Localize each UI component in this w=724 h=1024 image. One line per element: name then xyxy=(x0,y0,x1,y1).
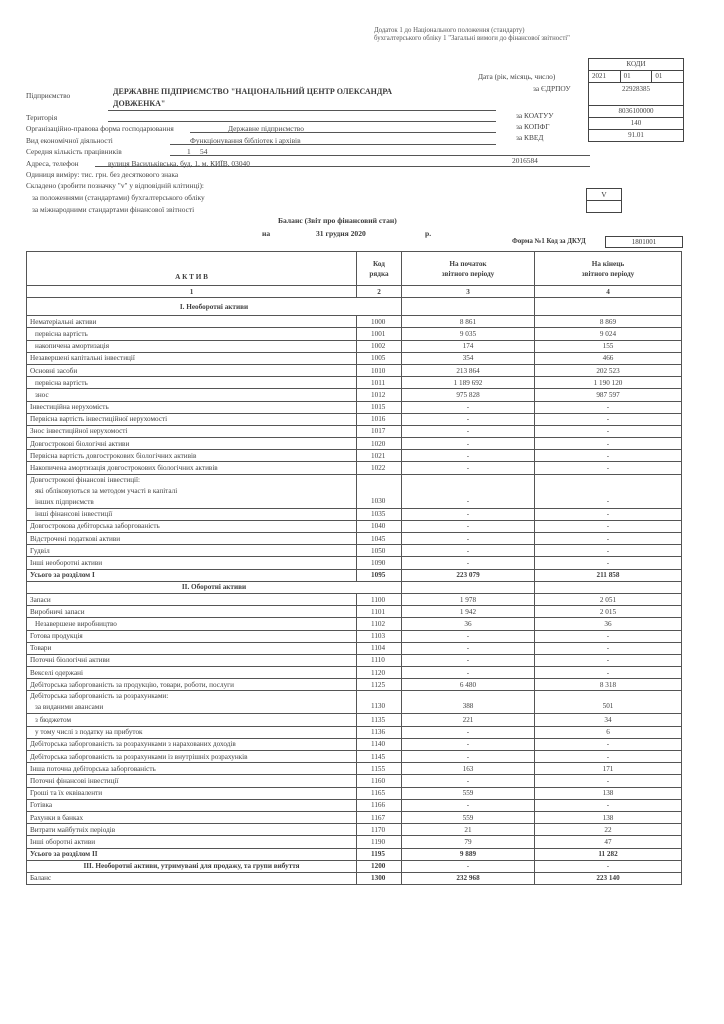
row-value-start: 223 079 xyxy=(402,569,535,581)
row-value-start: - xyxy=(402,508,535,520)
row-value-start: 1 942 xyxy=(402,606,535,618)
row-code: 1300 xyxy=(357,872,402,884)
total-row xyxy=(27,848,682,860)
row-value-start: 221 xyxy=(402,714,535,726)
row-value-start: 388 xyxy=(402,691,535,714)
row-label: Готівка xyxy=(27,799,357,811)
row-value-end: - xyxy=(535,520,682,532)
table-row xyxy=(27,401,682,413)
row-code: 1135 xyxy=(357,714,402,726)
header-end xyxy=(535,252,682,286)
activity-value: Функціонування бібліотек і архівів xyxy=(190,136,301,145)
legal-form-label: Організаційно-правова форма господарювання xyxy=(26,124,174,133)
row-label: Баланс xyxy=(27,872,357,884)
date-month: 01 xyxy=(620,71,652,82)
report-title: Баланс (Звіт про фінансовий стан) xyxy=(278,216,397,225)
row-value-start: - xyxy=(402,667,535,679)
kved-label: за КВЕД xyxy=(516,133,544,142)
table-header-row xyxy=(27,252,682,286)
table-row xyxy=(27,726,682,738)
row-value-start: - xyxy=(402,775,535,787)
row-value-end: - xyxy=(535,738,682,750)
codes-title: КОДИ xyxy=(626,60,646,68)
row-label: Інші оборотні активи xyxy=(27,836,357,848)
row-value-end: - xyxy=(535,438,682,450)
kved-value: 91.01 xyxy=(589,129,683,141)
row-label: Гроші та їх еквіваленти xyxy=(27,787,357,799)
row-value-start: 36 xyxy=(402,618,535,630)
row-value-start: 559 xyxy=(402,811,535,823)
row-value-end: 9 024 xyxy=(535,328,682,340)
row-code: 1100 xyxy=(357,593,402,605)
address-label: Адреса, телефон xyxy=(26,159,79,168)
compiled-option-nsbu: за положеннями (стандартами) бухгалтерського обліку xyxy=(32,193,205,202)
row-code: 1120 xyxy=(357,667,402,679)
table-row xyxy=(27,811,682,823)
row-value-end: - xyxy=(535,450,682,462)
row-value-start: 8 861 xyxy=(402,316,535,328)
row-code: 1095 xyxy=(357,569,402,581)
row-label: Готова продукція xyxy=(27,630,357,642)
row-label: інші фінансові інвестиції xyxy=(27,508,357,520)
col-number-3: 3 xyxy=(402,286,535,298)
row-label: Знос інвестиційної нерухомості xyxy=(27,425,357,437)
row-value-start: 1 978 xyxy=(402,593,535,605)
row-value-start: 174 xyxy=(402,340,535,352)
table-row xyxy=(27,377,682,389)
col-number-2: 2 xyxy=(357,286,402,298)
header-start xyxy=(402,252,535,286)
row-code: 1102 xyxy=(357,618,402,630)
row-value-end: 6 xyxy=(535,726,682,738)
row-code: 1190 xyxy=(357,836,402,848)
row-label: Довгострокові біологічні активи xyxy=(27,438,357,450)
table-row xyxy=(27,340,682,352)
row-label: Виробничі запаси xyxy=(27,606,357,618)
row-code: 1022 xyxy=(357,462,402,474)
row-label: Відстрочені податкові активи xyxy=(27,533,357,545)
annex-note-line2: бухгалтерського обліку 1 "Загальні вимоги до фінансової звітності" xyxy=(374,35,570,42)
row-value-end: - xyxy=(535,775,682,787)
row-value-end: 8 869 xyxy=(535,316,682,328)
column-number-row xyxy=(27,286,682,298)
row-value-end: - xyxy=(535,508,682,520)
row-label: Первісна вартість інвестиційної нерухомості xyxy=(27,413,357,425)
row-code: 1170 xyxy=(357,824,402,836)
row-value-start: 213 864 xyxy=(402,364,535,376)
table-row xyxy=(27,352,682,364)
table-row xyxy=(27,618,682,630)
table-row xyxy=(27,679,682,691)
edrpou-label: за ЄДРПОУ xyxy=(533,84,571,93)
row-label-line1: Довгострокові фінансові інвестиції: xyxy=(30,475,141,484)
row-label: Інша поточна дебіторська заборгованість xyxy=(27,763,357,775)
section-title: I. Необоротні активи xyxy=(27,298,402,316)
row-value-end: 36 xyxy=(535,618,682,630)
row-label: III. Необоротні активи, утримувані для продажу, та групи вибуття xyxy=(27,860,357,872)
row-value-start: 163 xyxy=(402,763,535,775)
section-empty-cell xyxy=(535,298,682,316)
table-row xyxy=(27,606,682,618)
row-value-start: 79 xyxy=(402,836,535,848)
header-start-line1: На початок xyxy=(449,259,487,268)
row-code: 1165 xyxy=(357,787,402,799)
date-day: 01 xyxy=(651,71,683,82)
row-code: 1017 xyxy=(357,425,402,437)
row-label: Первісна вартість довгострокових біологічних активів xyxy=(27,450,357,462)
header-end-line1: На кінець xyxy=(591,259,625,268)
staff-prefix: 1 xyxy=(187,147,191,156)
row-label xyxy=(27,691,357,714)
balance-table xyxy=(26,251,682,885)
row-label: Дебіторська заборгованість за продукцію, товари, роботи, послуги xyxy=(27,679,357,691)
row-value-end: - xyxy=(535,799,682,811)
row-value-end: - xyxy=(535,474,682,508)
row-label: Гудвіл xyxy=(27,545,357,557)
row-value-end: 22 xyxy=(535,824,682,836)
compiled-option-ifrs: за міжнародними стандартами фінансової звітності xyxy=(32,205,195,214)
table-row xyxy=(27,328,682,340)
row-code: 1136 xyxy=(357,726,402,738)
row-value-start: - xyxy=(402,462,535,474)
row-label: Інвестиційна нерухомість xyxy=(27,401,357,413)
table-row xyxy=(27,775,682,787)
row-code: 1160 xyxy=(357,775,402,787)
row-value-end: - xyxy=(535,654,682,666)
row-code: 1001 xyxy=(357,328,402,340)
row-value-end: 171 xyxy=(535,763,682,775)
row-label: Незавершене виробництво xyxy=(27,618,357,630)
table-row xyxy=(27,630,682,642)
legal-form-value: Державне підприємство xyxy=(228,124,304,133)
row-label xyxy=(27,474,357,508)
date-row xyxy=(589,70,683,82)
row-code: 1050 xyxy=(357,545,402,557)
table-row xyxy=(27,667,682,679)
table-row xyxy=(27,520,682,532)
row-value-end: 2 051 xyxy=(535,593,682,605)
table-row xyxy=(27,450,682,462)
row-code: 1103 xyxy=(357,630,402,642)
row-value-start: 6 480 xyxy=(402,679,535,691)
territory-label: Територія xyxy=(26,113,58,122)
row-value-end: 1 190 120 xyxy=(535,377,682,389)
row-value-end: 34 xyxy=(535,714,682,726)
row-code: 1195 xyxy=(357,848,402,860)
enterprise-name-line1: ДЕРЖАВНЕ ПІДПРИЄМСТВО "НАЦІОНАЛЬНИЙ ЦЕНТР ОЛЕКСАНДРА xyxy=(113,87,393,96)
kopfg-value: 140 xyxy=(589,117,683,129)
row-code: 1166 xyxy=(357,799,402,811)
row-label-line1: Дебіторська заборгованість за розрахунками: xyxy=(30,692,169,701)
row-value-start: - xyxy=(402,545,535,557)
table-row xyxy=(27,738,682,750)
table-row xyxy=(27,533,682,545)
row-value-end: 987 597 xyxy=(535,389,682,401)
row-value-end: - xyxy=(535,413,682,425)
col-number-1: 1 xyxy=(27,286,357,298)
row-code: 1021 xyxy=(357,450,402,462)
row-label: накопичена амортизація xyxy=(27,340,357,352)
table-row xyxy=(27,364,682,376)
table-row xyxy=(27,593,682,605)
row-value-start: - xyxy=(402,738,535,750)
row-value-start: - xyxy=(402,520,535,532)
table-row xyxy=(27,654,682,666)
row-value-start: 9 035 xyxy=(402,328,535,340)
row-code: 1090 xyxy=(357,557,402,569)
row-value-start: - xyxy=(402,799,535,811)
row-value-end: 223 140 xyxy=(535,872,682,884)
row-code: 1005 xyxy=(357,352,402,364)
row-value-start: 9 889 xyxy=(402,848,535,860)
row-value-start: - xyxy=(402,654,535,666)
section-empty-cell xyxy=(402,581,535,593)
row-code: 1125 xyxy=(357,679,402,691)
row-value-end: - xyxy=(535,545,682,557)
report-date: 31 грудня 2020 xyxy=(316,229,366,238)
row-code: 1015 xyxy=(357,401,402,413)
row-value-end: - xyxy=(535,667,682,679)
row-label-line3: інших підприємств xyxy=(35,497,94,506)
row-label: Накопичена амортизація довгострокових біологічних активів xyxy=(27,462,357,474)
row-code: 1040 xyxy=(357,520,402,532)
table-row xyxy=(27,545,682,557)
staff-label: Середня кількість працівників xyxy=(26,147,122,156)
row-code: 1010 xyxy=(357,364,402,376)
row-value-end: - xyxy=(535,860,682,872)
section-header-row xyxy=(27,581,682,593)
row-code: 1035 xyxy=(357,508,402,520)
row-value-end: - xyxy=(535,630,682,642)
table-row xyxy=(27,438,682,450)
row-code: 1030 xyxy=(357,474,402,508)
table-row xyxy=(27,316,682,328)
row-value-end: 138 xyxy=(535,787,682,799)
phone-value: 2016584 xyxy=(512,156,538,165)
table-row xyxy=(27,836,682,848)
compiled-label: Складено (зробити позначку "v" у відповідній клітинці): xyxy=(26,181,204,190)
row-label-line2: за виданими авансами xyxy=(35,703,104,712)
compiled-checkbox-ifrs[interactable] xyxy=(587,200,621,212)
table-row xyxy=(27,389,682,401)
row-value-start: - xyxy=(402,860,535,872)
table-row xyxy=(27,860,682,872)
header-code xyxy=(357,252,402,286)
annex-note xyxy=(374,27,674,43)
row-label: Векселі одержані xyxy=(27,667,357,679)
row-code: 1110 xyxy=(357,654,402,666)
row-label: Незавершені капітальні інвестиції xyxy=(27,352,357,364)
address-value: вулиця Васильківська, буд. 1, м. КИЇВ, 03040 xyxy=(108,159,250,168)
date-label: Дата (рік, місяць, число) xyxy=(478,72,556,81)
row-value-start: - xyxy=(402,413,535,425)
row-code: 1104 xyxy=(357,642,402,654)
row-code: 1130 xyxy=(357,691,402,714)
row-label: Нематеріальні активи xyxy=(27,316,357,328)
table-row xyxy=(27,508,682,520)
table-row xyxy=(27,763,682,775)
row-value-end: - xyxy=(535,425,682,437)
row-value-start: - xyxy=(402,438,535,450)
table-row xyxy=(27,425,682,437)
report-year-suffix: р. xyxy=(425,229,432,238)
row-value-end: - xyxy=(535,642,682,654)
kopfg-label: за КОПФГ xyxy=(516,122,550,131)
row-value-end: - xyxy=(535,462,682,474)
header-end-line2: звітного періоду xyxy=(581,269,635,278)
table-row xyxy=(27,642,682,654)
row-value-end: 47 xyxy=(535,836,682,848)
row-label: Запаси xyxy=(27,593,357,605)
row-label: Основні засоби xyxy=(27,364,357,376)
total-row xyxy=(27,569,682,581)
row-value-end: 8 318 xyxy=(535,679,682,691)
section-empty-cell xyxy=(402,298,535,316)
row-value-start: - xyxy=(402,401,535,413)
row-value-end: 211 858 xyxy=(535,569,682,581)
row-value-start: - xyxy=(402,726,535,738)
header-start-line2: звітного періоду xyxy=(441,269,495,278)
row-value-end: 11 282 xyxy=(535,848,682,860)
row-label: Усього за розділом I xyxy=(27,569,357,581)
header-code-line1: Код xyxy=(373,259,385,268)
table-row xyxy=(27,691,682,714)
row-code: 1140 xyxy=(357,738,402,750)
edrpou-value: 22928385 xyxy=(589,82,683,105)
row-code: 1000 xyxy=(357,316,402,328)
row-value-end: 2 015 xyxy=(535,606,682,618)
row-label: Поточні біологічні активи xyxy=(27,654,357,666)
table-row xyxy=(27,787,682,799)
staff-value: 54 xyxy=(200,147,208,156)
row-label: Усього за розділом II xyxy=(27,848,357,860)
header-asset: А К Т И В xyxy=(27,252,357,286)
row-label: первісна вартість xyxy=(27,377,357,389)
row-value-start: - xyxy=(402,474,535,508)
row-value-start: 232 968 xyxy=(402,872,535,884)
row-value-end: 155 xyxy=(535,340,682,352)
table-row xyxy=(27,557,682,569)
row-code: 1002 xyxy=(357,340,402,352)
row-value-end: 202 523 xyxy=(535,364,682,376)
row-value-end: - xyxy=(535,557,682,569)
row-code: 1145 xyxy=(357,751,402,763)
table-row xyxy=(27,799,682,811)
row-value-end: - xyxy=(535,401,682,413)
row-code: 1016 xyxy=(357,413,402,425)
row-code: 1101 xyxy=(357,606,402,618)
row-label: Товари xyxy=(27,642,357,654)
row-value-start: - xyxy=(402,425,535,437)
row-value-start: - xyxy=(402,450,535,462)
row-label: знос xyxy=(27,389,357,401)
row-value-end: - xyxy=(535,533,682,545)
section-title: II. Оборотні активи xyxy=(27,581,402,593)
row-value-end: - xyxy=(535,751,682,763)
date-year: 2021 xyxy=(592,72,606,80)
row-value-start: - xyxy=(402,533,535,545)
table-row xyxy=(27,462,682,474)
codes-box xyxy=(588,58,684,142)
row-value-end: 138 xyxy=(535,811,682,823)
enterprise-label: Підприємство xyxy=(26,91,71,100)
row-value-start: 1 189 692 xyxy=(402,377,535,389)
row-value-start: 975 828 xyxy=(402,389,535,401)
row-label: з бюджетом xyxy=(27,714,357,726)
row-label: у тому числі з податку на прибуток xyxy=(27,726,357,738)
row-label: Витрати майбутніх періодів xyxy=(27,824,357,836)
compiled-checkbox-nsbu[interactable]: V xyxy=(601,190,607,199)
row-label: Дебіторська заборгованість за розрахунками із внутрішніх розрахунків xyxy=(27,751,357,763)
row-value-start: - xyxy=(402,751,535,763)
row-value-end: 501 xyxy=(535,691,682,714)
koatuu-label: за КОАТУУ xyxy=(516,111,554,120)
row-code: 1020 xyxy=(357,438,402,450)
row-code: 1012 xyxy=(357,389,402,401)
row-value-start: 21 xyxy=(402,824,535,836)
koatuu-value: 8036100000 xyxy=(589,105,683,117)
table-row xyxy=(27,474,682,508)
row-code: 1011 xyxy=(357,377,402,389)
row-value-start: 559 xyxy=(402,787,535,799)
table-row xyxy=(27,751,682,763)
row-value-start: - xyxy=(402,642,535,654)
unit-label: Одиниця виміру: тис. грн. без десяткового знака xyxy=(26,170,179,179)
row-code: 1200 xyxy=(357,860,402,872)
row-code: 1155 xyxy=(357,763,402,775)
row-code: 1045 xyxy=(357,533,402,545)
row-label: Рахунки в банках xyxy=(27,811,357,823)
report-on-label: на xyxy=(262,229,271,238)
compiled-checkbox-group xyxy=(586,188,622,213)
row-label: Поточні фінансові інвестиції xyxy=(27,775,357,787)
row-label: первісна вартість xyxy=(27,328,357,340)
form-label: Форма №1 Код за ДКУД xyxy=(512,238,586,245)
row-label-line2: які обліковуються за методом участі в капіталі xyxy=(35,486,178,495)
row-value-end: 466 xyxy=(535,352,682,364)
balance-total-row xyxy=(27,872,682,884)
section-empty-cell xyxy=(535,581,682,593)
table-row xyxy=(27,714,682,726)
row-label: Довгострокова дебіторська заборгованість xyxy=(27,520,357,532)
enterprise-name-line2: ДОВЖЕНКА" xyxy=(113,99,166,108)
row-code: 1167 xyxy=(357,811,402,823)
table-row xyxy=(27,413,682,425)
table-row xyxy=(27,824,682,836)
header-code-line2: рядка xyxy=(369,269,389,278)
row-value-start: - xyxy=(402,557,535,569)
col-number-4: 4 xyxy=(535,286,682,298)
section-header-row xyxy=(27,298,682,316)
form-code: 1801001 xyxy=(605,236,683,248)
row-value-start: - xyxy=(402,630,535,642)
row-label: Дебіторська заборгованість за розрахунками з нарахованих доходів xyxy=(27,738,357,750)
annex-note-line1: Додаток 1 до Національного положення (стандарту) xyxy=(374,27,525,34)
activity-label: Вид економічної діяльності xyxy=(26,136,113,145)
row-label: Інші необоротні активи xyxy=(27,557,357,569)
row-value-start: 354 xyxy=(402,352,535,364)
